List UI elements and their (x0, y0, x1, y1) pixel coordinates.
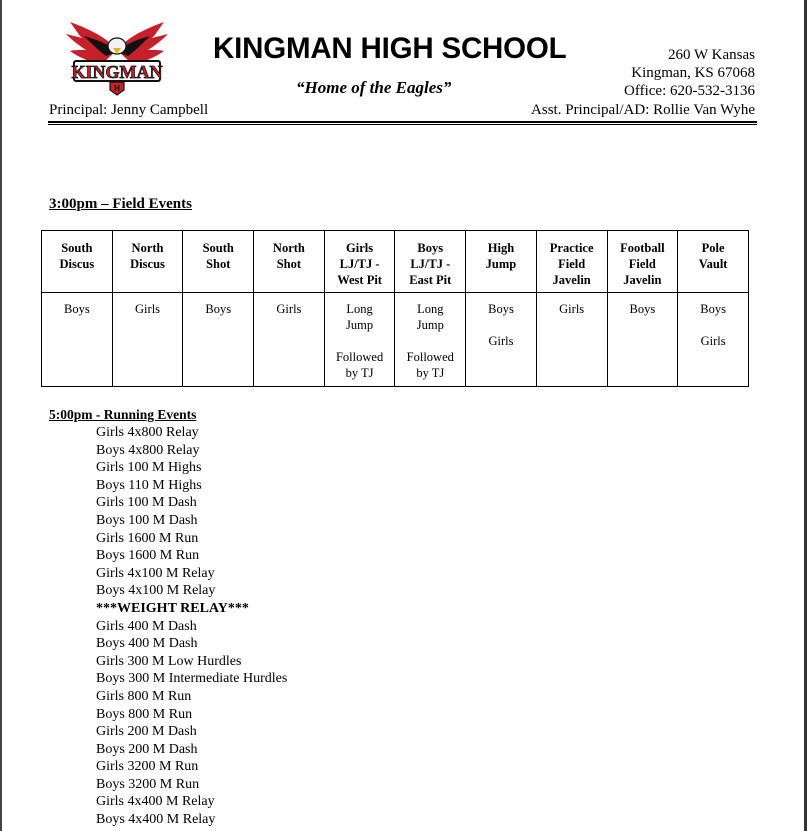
column-header: Practice Field Javelin (536, 231, 607, 293)
principal-name: Principal: Jenny Campbell (49, 102, 209, 118)
column-header: North Shot (254, 231, 325, 293)
office-phone: Office: 620-532-3136 (624, 83, 755, 99)
list-item: Girls 300 M Low Hurdles (96, 653, 242, 669)
column-header: South Discus (42, 231, 113, 293)
table-cell: Boys (42, 293, 113, 387)
table-cell: Long Jump Followed by TJ (324, 293, 395, 387)
list-item: Girls 4x800 Relay (96, 425, 199, 440)
column-header: Pole Vault (678, 231, 749, 293)
table-cell: Boys (183, 293, 254, 387)
table-cell: Boys Girls (466, 293, 537, 387)
table-cell: Boys Girls (678, 293, 749, 387)
list-item: Girls 400 M Dash (96, 618, 197, 634)
column-header: Boys LJ/TJ - East Pit (395, 231, 466, 293)
list-item: Boys 800 M Run (96, 706, 193, 722)
list-item: Girls 100 M Highs (96, 460, 202, 476)
running-events-heading: 5:00pm - Running Events (49, 407, 197, 422)
column-header: South Shot (183, 231, 254, 293)
field-events-heading: 3:00pm – Field Events (49, 196, 192, 212)
list-item: Girls 4x400 M Relay (96, 794, 215, 810)
list-item: Boys 300 M Intermediate Hurdles (96, 671, 288, 687)
list-item: Boys 4x100 M Relay (96, 583, 216, 599)
address-street: 260 W Kansas (668, 47, 755, 63)
column-header: High Jump (466, 231, 537, 293)
list-item: Boys 4x800 Relay (96, 442, 200, 458)
list-item: Boys 110 M Highs (96, 477, 202, 493)
list-item: Girls 4x100 M Relay (96, 565, 215, 581)
list-item: Boys 4x400 M Relay (96, 812, 216, 828)
header-rule (48, 121, 757, 123)
list-item: Girls 1600 M Run (96, 530, 199, 546)
list-item: Girls 200 M Dash (96, 724, 197, 740)
table-cell: Long Jump Followed by TJ (395, 293, 466, 387)
table-cell: Girls (112, 293, 183, 387)
list-item: Girls 100 M Dash (96, 495, 197, 511)
list-item: Boys 400 M Dash (96, 636, 198, 652)
logo-text: KINGMAN (71, 62, 163, 82)
running-events-list (96, 424, 287, 829)
table-cell: Girls (254, 293, 325, 387)
school-motto: “Home of the Eagles” (296, 78, 452, 97)
page-border-left (0, 0, 2, 831)
logo-shield-letter: H (114, 84, 120, 93)
school-name: KINGMAN HIGH SCHOOL (213, 32, 567, 65)
table-cell: Boys (607, 293, 678, 387)
header-rule-thin (48, 124, 757, 125)
weight-relay-item: ***WEIGHT RELAY*** (96, 600, 249, 616)
school-address (624, 46, 755, 100)
list-item: Boys 1600 M Run (96, 548, 200, 564)
table-cell: Girls (536, 293, 607, 387)
column-header: Girls LJ/TJ - West Pit (324, 231, 395, 293)
column-header: North Discus (112, 231, 183, 293)
eagle-logo (62, 20, 172, 96)
asst-principal-name: Asst. Principal/AD: Rollie Van Wyhe (531, 102, 755, 118)
field-events-table (41, 230, 749, 387)
address-city: Kingman, KS 67068 (631, 65, 755, 81)
list-item: Boys 100 M Dash (96, 512, 198, 528)
list-item: Girls 800 M Run (96, 688, 192, 704)
list-item: Boys 200 M Dash (96, 741, 198, 757)
field-events-header-row (42, 231, 749, 293)
column-header: Football Field Javelin (607, 231, 678, 293)
field-events-assignment-row (42, 293, 749, 387)
list-item: Girls 3200 M Run (96, 759, 199, 775)
list-item: Boys 3200 M Run (96, 776, 200, 792)
